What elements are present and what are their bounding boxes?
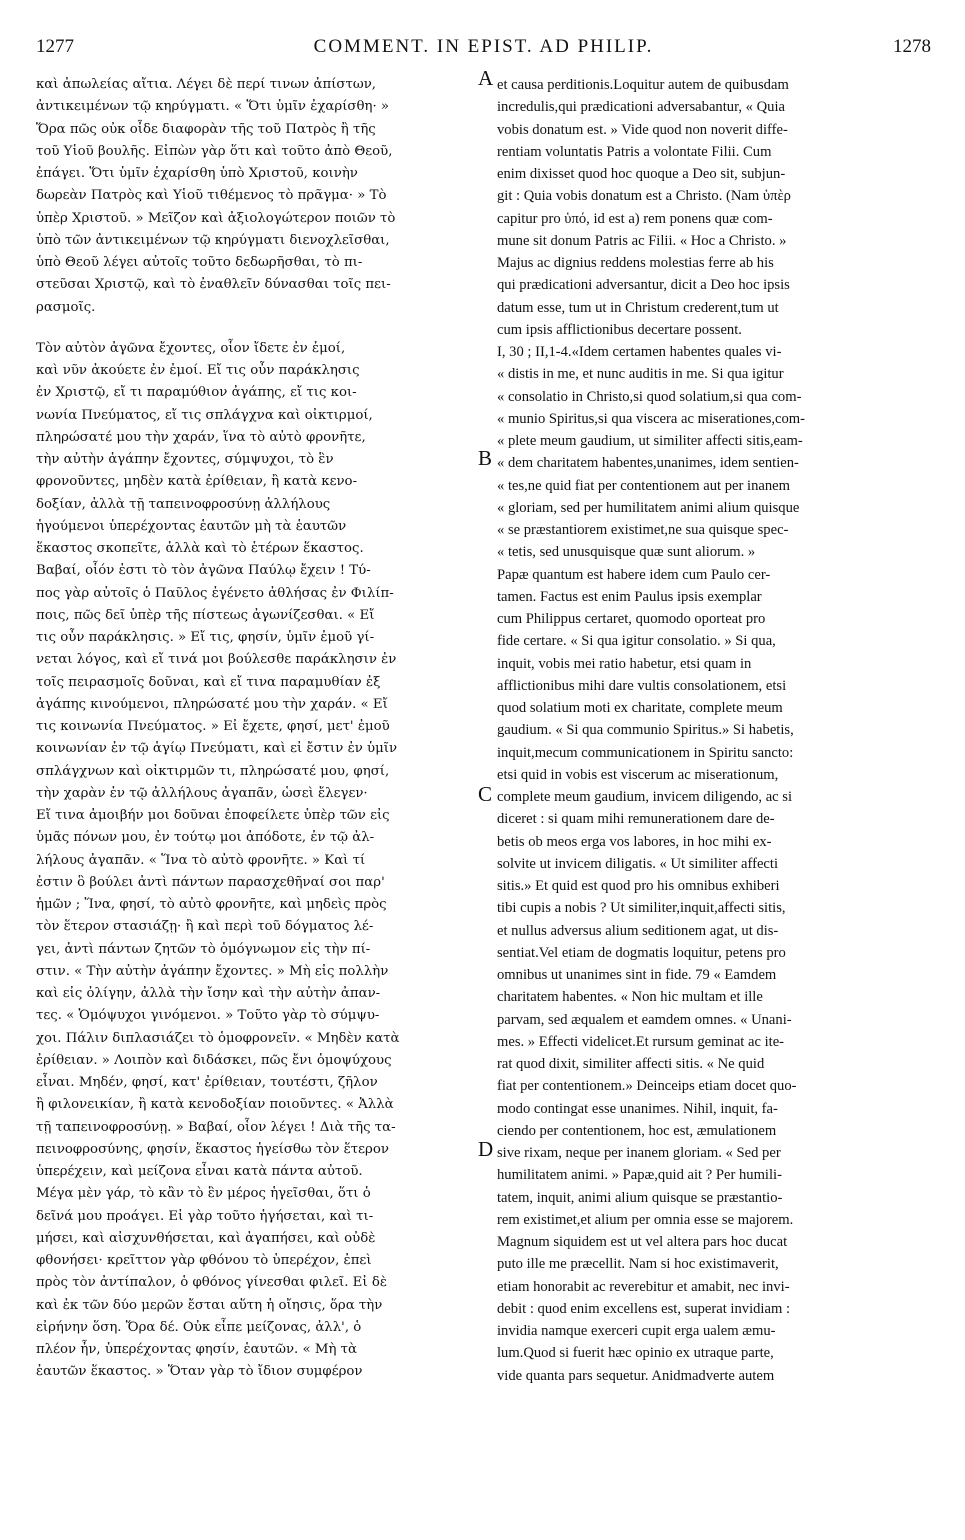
latin-text-line: I, 30 ; II,1-4.«Idem certamen habentes quales vi- bbox=[497, 344, 782, 360]
greek-text-line: τοῖς πειρασμοῖς δοῦναι, καὶ εἴ τινα παραμυθίαν ἐξ bbox=[36, 674, 381, 690]
latin-text-line: fiat per contentionem.» Deinceips etiam docet quo- bbox=[497, 1078, 797, 1095]
greek-text-line: δοξίαν, ἀλλὰ τῇ ταπεινοφροσύνῃ ἀλλήλους bbox=[36, 496, 331, 512]
greek-text-line: ἐπάγει. Ὅτι ὑμῖν ἐχαρίσθη ὑπὸ Χριστοῦ, κοινὴν bbox=[36, 166, 358, 181]
greek-text-line: φθονήσει· κρεῖττον γὰρ φθόνου τὸ ὑπερέχον, ἐπεὶ bbox=[36, 1253, 372, 1268]
latin-text-line: inquit,mecum communicationem in Spiritu sancto: bbox=[497, 744, 794, 761]
latin-text-line: « munio Spiritus,si qua viscera ac miserationes,com- bbox=[497, 410, 806, 427]
latin-text-line: fide certare. « Si qua igitur consolatio. » Si qua, bbox=[497, 633, 776, 650]
page-number-left: 1277 bbox=[36, 36, 74, 57]
greek-column bbox=[36, 74, 474, 1384]
latin-text-line: ciendo per contentionem, hoc est, æmulationem bbox=[497, 1122, 777, 1139]
greek-text-line: καὶ ἐκ τῶν δύο μερῶν ἔσται αὕτη ἡ οἴησις, ὅρα τὴν bbox=[36, 1297, 383, 1313]
greek-text-line: καὶ νῦν ἀκούετε ἐν ἐμοί. Εἴ τις οὖν παράκλησις bbox=[36, 363, 360, 378]
greek-text-line: ἕκαστος σκοπεῖτε, ἀλλὰ καὶ τὸ ἑτέρων ἕκαστος. bbox=[36, 541, 364, 556]
latin-text-line: datum esse, tum ut in Christum crederent,tum ut bbox=[497, 299, 779, 316]
latin-text-line: sitis.» Et quid est quod pro his omnibus exhiberi bbox=[497, 878, 780, 894]
latin-text-line: parvam, sed æqualem et eamdem omnes. « Unani- bbox=[497, 1011, 792, 1028]
greek-text-line: ὑπὲρ Χριστοῦ. » Μεῖζον καὶ ἀξιολογώτερον ποιῶν τὸ bbox=[36, 210, 396, 226]
latin-text-line: rentiam voluntatis Patris a volontate Filii. Cum bbox=[497, 143, 772, 160]
greek-text-line: πεινοφροσύνης, φησίν, ἕκαστος ἡγείσθω τὸν ἕτερον bbox=[36, 1141, 389, 1157]
greek-text-line: τὸν ἕτερον στασιάζῃ· ἢ καὶ περὶ τοῦ δόγματος λέ- bbox=[36, 919, 374, 935]
greek-paragraph-1 bbox=[36, 74, 474, 319]
latin-text-line: etsi quid in vobis est viscerum ac miserationum, bbox=[497, 766, 779, 783]
greek-text-line: ἐστιν ὃ βούλει ἀντὶ πάντων παρασχεθῆναί σοι παρ' bbox=[36, 874, 385, 890]
greek-text-line: ἑαυτῶν ἕκαστος. » Ὅταν γὰρ τὸ ἴδιον συμφέρον bbox=[36, 1364, 363, 1380]
greek-text-line: στεῦσαι Χριστῷ, καὶ τὸ ἐναθλεῖν δύνασθαι τοῖς πει- bbox=[36, 277, 391, 293]
latin-text-line: « gloriam, sed per humilitatem animi alium quisque bbox=[497, 499, 800, 516]
latin-text-line: mune sit donum Patris ac Filii. « Hoc a Christo. » bbox=[497, 232, 787, 249]
greek-text-line: μήσει, καὶ αἰσχυνθήσεται, καὶ ἀγαπήσει, καὶ οὐδὲ bbox=[36, 1230, 376, 1246]
latin-text-line: puto ille me præcellit. Nam si hoc existimaverit, bbox=[497, 1256, 779, 1273]
greek-text-line: πλέον ἦν, ὑπερέχοντας φησίν, ἑαυτῶν. « Μὴ τὰ bbox=[36, 1342, 357, 1357]
latin-text-line: enim dixisset quod hoc quoque a Deo sit, subjun- bbox=[497, 166, 786, 182]
latin-text-line: tibi cupis a nobis ? Ut similiter,inquit,affecti sitis, bbox=[497, 900, 786, 917]
greek-text-line: ἀντικειμένων τῷ κηρύγματι. « Ὅτι ὑμῖν ἐχαρίσθη· » bbox=[36, 99, 390, 115]
latin-text-line: « tetis, sed unusquisque quæ sunt aliorum. » bbox=[497, 544, 756, 561]
latin-text-line: etiam honorabit ac reverebitur et amabit, nec invi- bbox=[497, 1278, 790, 1295]
greek-text-line: νωνία Πνεύματος, εἴ τις σπλάγχνα καὶ οἰκτιρμοί, bbox=[36, 407, 373, 423]
latin-text-line: Papæ quantum est habere idem cum Paulo cer- bbox=[497, 566, 771, 583]
running-header bbox=[36, 36, 931, 66]
margin-marker-d: D bbox=[478, 1137, 494, 1161]
latin-text-line: afflictionibus mihi dare vultis consolationem, etsi bbox=[497, 677, 787, 694]
greek-text-line: εἰρήνην ὅση. Ὅρα δέ. Οὐκ εἶπε μείζονας, ἀλλ', ὁ bbox=[36, 1319, 362, 1335]
latin-text-line: « dem charitatem habentes,unanimes, idem sentien- bbox=[497, 455, 799, 472]
greek-text-line: φρονοῦντες, μηδὲν κατὰ ἐρίθειαν, ἢ κατὰ κενο- bbox=[36, 474, 358, 490]
greek-text-line: δεῖνά μου προάγει. Εἰ γὰρ τοῦτο ἡγήσεται, καὶ τι- bbox=[36, 1208, 374, 1224]
greek-text-line: ἀγάπης κινούμενοι, πληρώσατέ μου τὴν χαράν. « Εἴ bbox=[36, 696, 388, 712]
latin-text-line: incredulis,qui prædicationi adversabantur, « Quia bbox=[497, 99, 785, 116]
latin-text-line: tatem, inquit, animi alium quisque se præstantio- bbox=[497, 1189, 783, 1206]
greek-text-line: καὶ ἀπωλείας αἴτια. Λέγει δὲ περί τινων ἀπίστων, bbox=[36, 77, 377, 92]
greek-text-line: λήλους ἀγαπᾶν. « Ἵνα τὸ αὐτὸ φρονῆτε. » Καὶ τί bbox=[36, 852, 366, 868]
greek-text-line: πρὸς τὸν ἀντίπαλον, ὁ φθόνος γίνεσθαι φιλεῖ. Εἰ δὲ bbox=[36, 1275, 387, 1291]
latin-text-line: capitur pro ὑπό, id est a) rem ponens quæ com- bbox=[497, 210, 773, 227]
greek-text-line: ὑπερέχειν, καὶ μείζονα εἶναι κατὰ πάντα αὐτοῦ. bbox=[36, 1164, 363, 1179]
greek-text-line: ποις, πῶς δεῖ ὑπὲρ τῆς πίστεως ἀγωνίζεσθαι. « Εἴ bbox=[36, 607, 375, 623]
latin-text-line: mes. » Effecti videlicet.Et rursum geminat ac ite- bbox=[497, 1033, 785, 1050]
greek-text-line: ἡγούμενοι ὑπερέχοντας ἑαυτῶν μὴ τὰ ἑαυτῶν bbox=[36, 518, 347, 534]
latin-text-line: gaudium. « Si qua communio Spiritus.» Si habetis, bbox=[497, 722, 794, 739]
margin-marker-a: A bbox=[478, 66, 494, 90]
greek-text-line: πληρώσατέ μου τὴν χαράν, ἵνα τὸ αὐτὸ φρονῆτε, bbox=[36, 429, 366, 445]
greek-text-line: ἢ φιλονεικίαν, ἢ κατὰ κενοδοξίαν ποιοῦντες. « Ἀλλὰ bbox=[36, 1097, 394, 1113]
running-title: COMMENT. IN EPIST. AD PHILIP. bbox=[313, 36, 654, 57]
latin-text-line: et causa perditionis.Loquitur autem de quibusdam bbox=[497, 77, 789, 93]
greek-text-line: τὴν χαρὰν ἐν τῷ ἀλλήλους ἀγαπᾶν, ὡσεὶ ἔλεγεν· bbox=[36, 785, 368, 801]
latin-column bbox=[497, 74, 931, 1387]
greek-text-line: Βαβαί, οἷόν ἐστι τὸ τὸν ἀγῶνα Παύλῳ ἔχειν ! Τύ- bbox=[36, 563, 371, 579]
greek-text-line: ὑπὸ Θεοῦ λέγει αὐτοῖς τοῦτο δεδωρῆσθαι, τὸ πι- bbox=[36, 255, 363, 270]
greek-text-line: δωρεὰν Πατρὸς καὶ Υἱοῦ τιθέμενος τὸ πρᾶγμα· » Τὸ bbox=[36, 188, 387, 204]
latin-text-line: et nullus adversus alium seditionem agat, ut dis- bbox=[497, 922, 779, 939]
latin-text-line: lum.Quod si fuerit hæc opinio ex utraque parte, bbox=[497, 1345, 774, 1362]
latin-text-line: cum ipsis afflictionibus decertare possent. bbox=[497, 321, 742, 338]
latin-text-line: tamen. Factus est enim Paulus ipsis exemplar bbox=[497, 588, 762, 605]
greek-text-line: στιν. « Τὴν αὐτὴν ἀγάπην ἔχοντες. » Μὴ εἰς πολλὴν bbox=[36, 963, 389, 979]
latin-text-line: « se præstantiorem existimet,ne sua quisque spec- bbox=[497, 522, 789, 538]
latin-text-line: omnibus ut unanimes sint in fide. 79 « Eamdem bbox=[497, 967, 777, 983]
greek-text-line: Εἴ τινα ἀμοιβήν μοι δοῦναι ἐποφείλετε ὑπὲρ τῶν εἰς bbox=[36, 808, 390, 823]
margin-marker-b: B bbox=[478, 446, 493, 470]
latin-text-line: cum Philippus certaret, quomodo oporteat pro bbox=[497, 611, 766, 627]
greek-text-line: ὑμᾶς πόνων μου, ἐν τούτῳ μοι ἀπόδοτε, ἐν τῷ ἀλ- bbox=[36, 830, 375, 846]
latin-text-line: « consolatio in Christo,si quod solatium,si qua com- bbox=[497, 388, 802, 405]
greek-paragraph-2 bbox=[36, 338, 474, 561]
greek-text-line: Τὸν αὐτὸν ἀγῶνα ἔχοντες, οἷον ἴδετε ἐν ἐμοί, bbox=[36, 340, 346, 356]
greek-text-line: εἶναι. Μηδέν, φησί, κατ' ἐρίθειαν, τουτέστι, ζῆλον bbox=[36, 1075, 378, 1090]
latin-text-line: Magnum siquidem est ut vel altera pars hoc ducat bbox=[497, 1234, 788, 1250]
greek-text-line: ρασμοῖς. bbox=[36, 299, 96, 315]
latin-paragraph-2 bbox=[497, 341, 931, 564]
latin-text-line: betis ob meos erga vos labores, in hoc mihi ex- bbox=[497, 833, 772, 850]
latin-text-line: diceret : si quam mihi remunerationem dare de- bbox=[497, 811, 775, 828]
greek-text-line: τις κοινωνία Πνεύματος. » Εἰ ἔχετε, φησί, μετ' ἐμοῦ bbox=[36, 719, 390, 734]
latin-text-line: « tes,ne quid fiat per contentionem aut per inanem bbox=[497, 477, 790, 494]
greek-text-line: καὶ εἰς ὀλίγην, ἀλλὰ τὴν ἴσην καὶ τὴν αὐτὴν ἀπαν- bbox=[36, 986, 381, 1001]
latin-text-line: sentiat.Vel etiam de dogmatis loquitur, petens pro bbox=[497, 944, 786, 961]
latin-text-line: rem existimet,et alium per omnia esse se majorem. bbox=[497, 1211, 794, 1228]
greek-text-line: κοινωνίαν ἐν τῷ ἁγίῳ Πνεύματι, καὶ εἰ ἔστιν ἐν ὑμῖν bbox=[36, 741, 398, 757]
latin-text-line: « distis in me, et nunc auditis in me. Si qua igitur bbox=[497, 366, 784, 383]
latin-text-line: modo contingat esse unanimes. Nihil, inquit, fa- bbox=[497, 1100, 778, 1117]
greek-text-line: πος γὰρ αὐτοῖς ὁ Παῦλος ἐγένετο ἀθλήσας ἐν Φιλίπ- bbox=[36, 585, 394, 601]
latin-text-line: Majus ac dignius reddens molestias ferre ab his bbox=[497, 255, 774, 271]
greek-text-line: νεται λόγος, καὶ εἴ τινά μοι βούλεσθε παράκλησιν ἐν bbox=[36, 652, 397, 668]
latin-text-line: vide quanta pars sequetur. Anidmadverte autem bbox=[497, 1367, 775, 1384]
latin-text-line: charitatem habentes. « Non hic multam et ille bbox=[497, 989, 763, 1006]
greek-text-line: Μέγα μὲν γάρ, τὸ κἂν τὸ ἓν μέρος ἡγεῖσθαι, ὅτι ὁ bbox=[36, 1186, 371, 1202]
greek-text-line: τις οὖν παράκλησις. » Εἴ τις, φησίν, ὑμῖν ἐμοῦ γί- bbox=[36, 630, 375, 645]
latin-paragraph-1 bbox=[497, 74, 931, 341]
greek-text-line: ὑπὸ τῶν ἀντικειμένων τῷ κηρύγματι διενοχλεῖσθαι, bbox=[36, 232, 390, 248]
greek-text-line: γει, ἀντὶ πάντων ζητῶν τὸ ὁμόγνωμον εἰς τὴν πί- bbox=[36, 941, 371, 957]
margin-marker-c: C bbox=[478, 782, 493, 806]
greek-text-line: τες. « Ὁμόψυχοι γινόμενοι. » Τοῦτο γὰρ τὸ σύμψυ- bbox=[36, 1008, 380, 1024]
latin-text-line: qui prædicationi adversantur, dicit a Deo hoc ipsis bbox=[497, 277, 790, 294]
greek-text-line: τῇ ταπεινοφροσύνῃ. » Βαβαί, οἷον λέγει ! Διὰ τῆς τα- bbox=[36, 1119, 396, 1135]
latin-paragraph-3 bbox=[497, 564, 931, 1387]
greek-text-line: τοῦ Υἱοῦ βουλῆς. Εἰπὼν γὰρ ὅτι καὶ τοῦτο ἀπὸ Θεοῦ, bbox=[36, 143, 393, 159]
latin-text-line: debit : quod enim excellens est, superat invidiam : bbox=[497, 1300, 791, 1317]
greek-text-line: ἐρίθειαν. » Λοιπὸν καὶ διδάσκει, πῶς ἔνι ὁμοψύχους bbox=[36, 1052, 392, 1068]
greek-text-line: σπλάγχνων καὶ οἰκτιρμῶν τι, πληρώσατέ μου, φησί, bbox=[36, 763, 390, 779]
latin-text-line: rat quod dixit, similiter affecti sitis. « Ne quid bbox=[497, 1056, 765, 1072]
latin-text-line: solvite ut invicem diligatis. « Ut similiter affecti bbox=[497, 855, 779, 872]
page-number-right: 1278 bbox=[893, 36, 931, 57]
greek-text-line: τὴν αὐτὴν ἀγάπην ἔχοντες, σύμψυχοι, τὸ ἓν bbox=[36, 452, 334, 467]
greek-text-line: Ὅρα πῶς οὐκ οἶδε διαφορὰν τῆς τοῦ Πατρὸς ἢ τῆς bbox=[36, 121, 376, 137]
latin-text-line: git : Quia vobis donatum est a Christo. (Nam ὑπὲρ bbox=[497, 188, 791, 205]
latin-text-line: invidia namque exerceri cupit erga ualem æmu- bbox=[497, 1323, 776, 1339]
latin-text-line: inquit, vobis mei ratio habetur, etsi quam in bbox=[497, 655, 752, 672]
greek-text-line: χοι. Πάλιν διπλασιάζει τὸ ὁμοφρονεῖν. « Μηδὲν κατὰ bbox=[36, 1030, 400, 1046]
greek-text-line: ἐν Χριστῷ, εἴ τι παραμύθιον ἀγάπης, εἴ τις κοι- bbox=[36, 385, 357, 401]
latin-text-line: vobis donatum est. » Vide quod non noverit diffe- bbox=[497, 121, 788, 138]
greek-paragraph-3 bbox=[36, 560, 474, 1383]
greek-text-line: ἡμῶν ; Ἵνα, φησί, τὸ αὐτὸ φρονῆτε, καὶ μηδεὶς πρὸς bbox=[36, 897, 387, 912]
latin-text-line: sive rixam, neque per inanem gloriam. « Sed per bbox=[497, 1145, 781, 1161]
latin-text-line: « plete meum gaudium, ut similiter affecti sitis,eam- bbox=[497, 433, 803, 449]
latin-text-line: humilitatem animi. » Papæ,quid ait ? Per humili- bbox=[497, 1167, 782, 1184]
latin-text-line: complete meum gaudium, invicem diligendo, ac si bbox=[497, 789, 793, 805]
latin-text-line: quod solatium moti ex charitate, complete meum bbox=[497, 700, 783, 716]
